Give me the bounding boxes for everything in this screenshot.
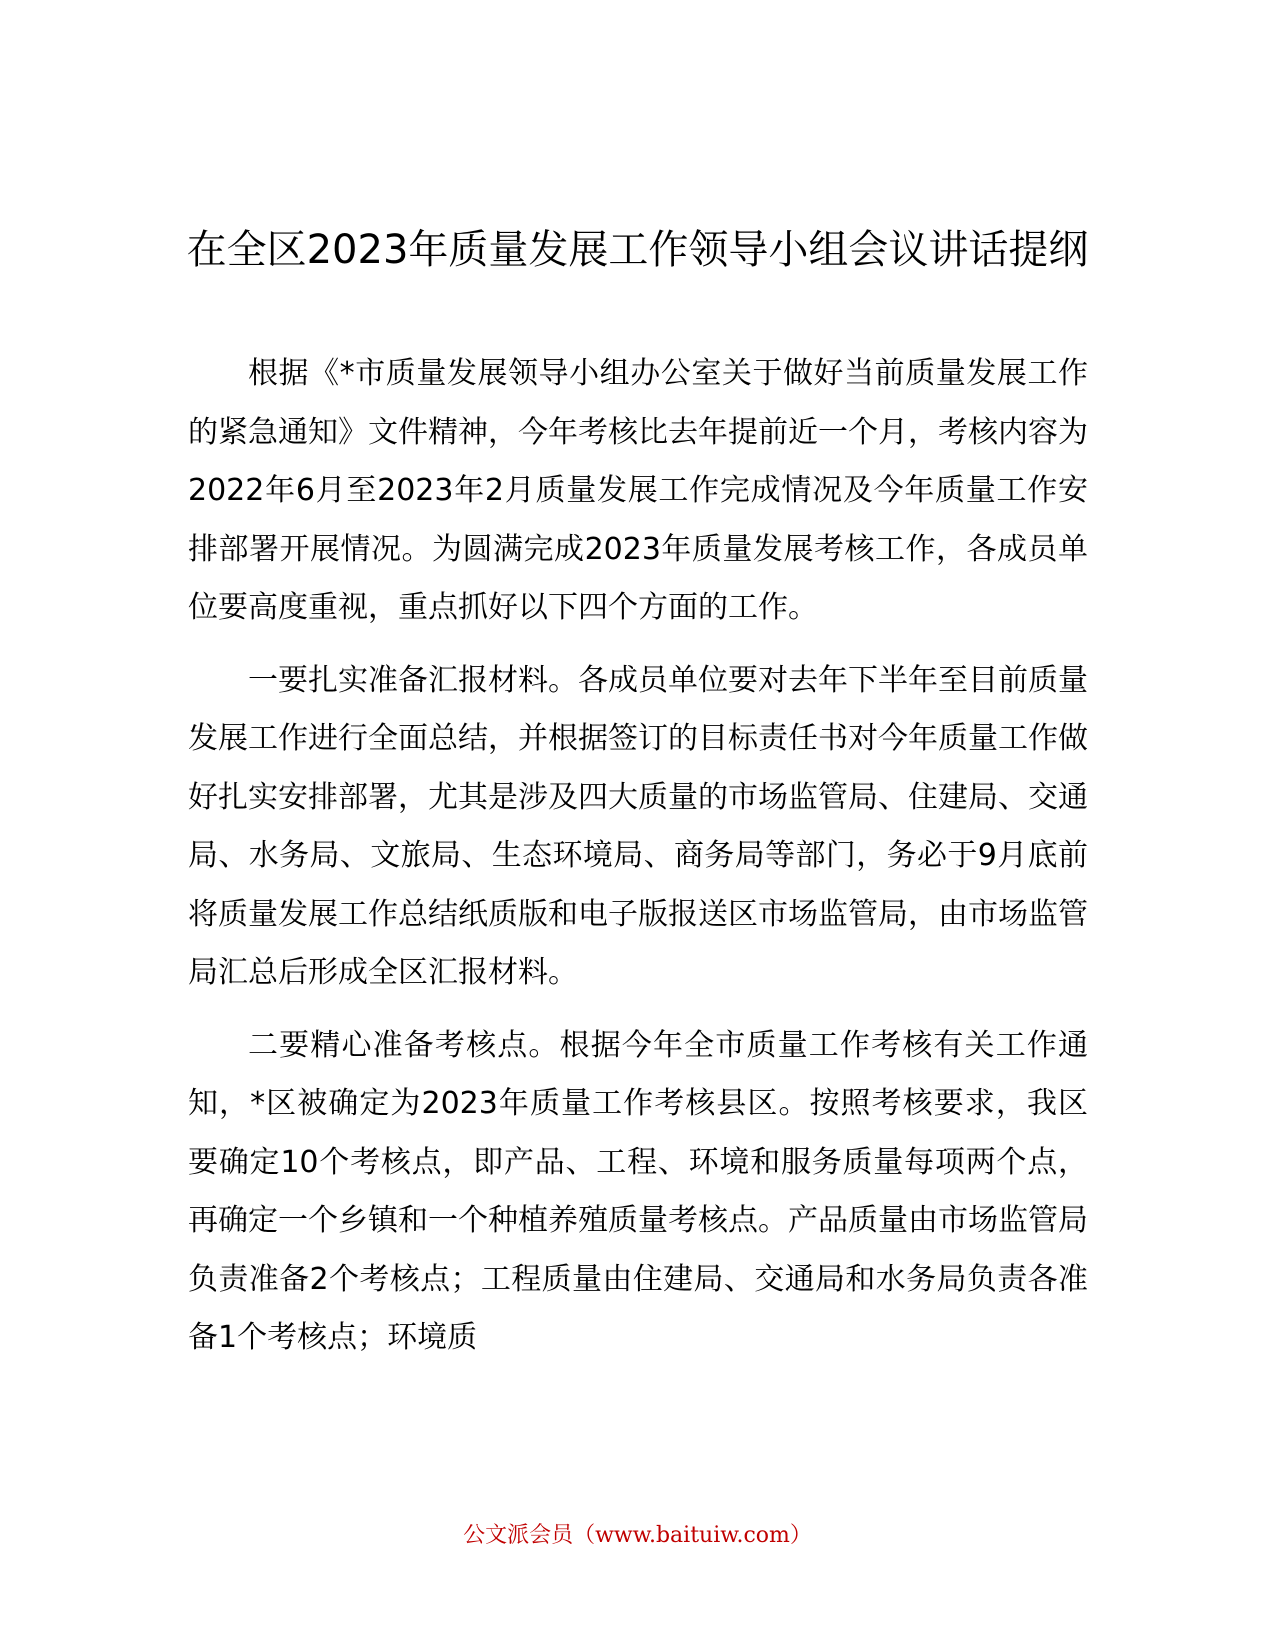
paragraph-intro: 根据《*市质量发展领导小组办公室关于做好当前质量发展工作的紧急通知》文件精神，今年考核比去年提前近一个月，考核内容为2022年6月至2023年2月质量发展工作完成情况及今年质量工作安排部署开展情况。为圆满完成2023年质量发展考核工作，各成员单位要高度重视，重点抓好以下四个方面的工作。 <box>188 356 1088 625</box>
footer-watermark: 公文派会员（www.baituiw.com） <box>463 1523 812 1548</box>
document-body <box>188 345 1088 1382</box>
paragraph-point-two: 二要精心准备考核点。根据今年全市质量工作考核有关工作通知，*区被确定为2023年质量工作考核县区。按照考核要求，我区要确定10个考核点，即产品、工程、环境和服务质量每项两个点，再确定一个乡镇和一个种植养殖质量考核点。产品质量由市场监管局负责准备2个考核点；工程质量由住建局、交通局和水务局负责各准备1个考核点；环境质 <box>188 1027 1088 1355</box>
paragraph-point-one: 一要扎实准备汇报材料。各成员单位要对去年下半年至目前质量发展工作进行全面总结，并根据签订的目标责任书对今年质量工作做好扎实安排部署，尤其是涉及四大质量的市场监管局、住建局、交通局、水务局、文旅局、生态环境局、商务局等部门，务必于9月底前将质量发展工作总结纸质版和电子版报送区市场监管局，由市场监管局汇总后形成全区汇报材料。 <box>188 662 1088 990</box>
document-title: 在全区2023年质量发展工作领导小组会议讲话提纲 <box>186 227 1089 273</box>
